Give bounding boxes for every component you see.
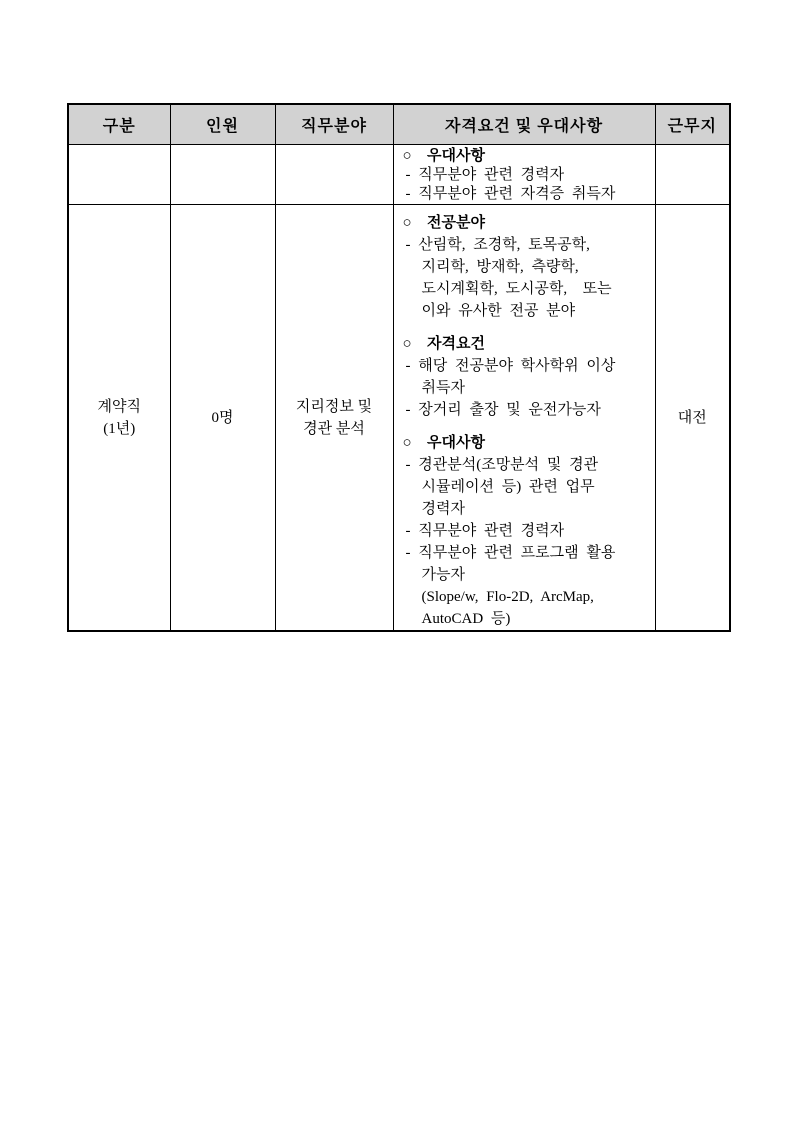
qual-continuation: 시뮬레이션 등) 관련 업무 [421,479,595,495]
job-field-line: 지리정보 및 [295,398,373,415]
qual-heading: ○ 우대사항 [402,148,486,164]
qual-item: - 직무분야 관련 프로그램 활용 [405,545,616,561]
cell-job-field [275,205,393,632]
qual-item: - 장거리 출장 및 운전가능자 [405,402,601,418]
header-cell-category: 구분 [68,104,170,145]
qual-continuation: (Slope/w, Flo-2D, ArcMap, [421,589,594,605]
cell-category [68,205,170,632]
header-cell-location: 근무지 [655,104,730,145]
cell-headcount-empty [170,145,275,205]
cell-location-empty [655,145,730,205]
table-header-row [68,104,730,145]
qual-continuation: 이와 유사한 전공 분야 [421,303,576,319]
category-line: 계약직 [97,398,141,415]
cell-qualifications [393,145,655,205]
header-cell-qualifications: 자격요건 및 우대사항 [393,104,655,145]
cell-location: 대전 [655,205,730,632]
cell-category-empty [68,145,170,205]
category-line: (1년) [103,420,136,437]
cell-headcount: 0명 [170,205,275,632]
qual-continuation: 가능자 [421,567,465,583]
recruitment-table [67,103,731,632]
header-cell-headcount: 인원 [170,104,275,145]
table-row-contract [68,205,730,632]
qual-item: - 산림학, 조경학, 토목공학, [405,237,590,253]
qual-item: - 직무분야 관련 경력자 [405,523,565,539]
table-row-continued [68,145,730,205]
qual-item: - 직무분야 관련 경력자 [405,167,565,183]
qual-item: - 경관분석(조망분석 및 경관 [405,457,599,473]
header-cell-job-field: 직무분야 [275,104,393,145]
cell-job-field-empty [275,145,393,205]
qual-heading: ○ 자격요건 [402,336,486,352]
job-field-line: 경관 분석 [303,420,365,437]
qual-continuation: 지리학, 방재학, 측량학, [421,259,579,275]
cell-qualifications [393,205,655,632]
qual-continuation: 취득자 [421,380,465,396]
qual-continuation: 경력자 [421,501,465,517]
qual-item: - 해당 전공분야 학사학위 이상 [405,358,616,374]
qual-continuation: 도시계획학, 도시공학, 또는 [421,281,612,297]
qual-heading: ○ 우대사항 [402,435,486,451]
qual-continuation: AutoCAD 등) [421,611,511,627]
qual-heading: ○ 전공분야 [402,215,486,231]
qual-item: - 직무분야 관련 자격증 취득자 [405,186,616,202]
